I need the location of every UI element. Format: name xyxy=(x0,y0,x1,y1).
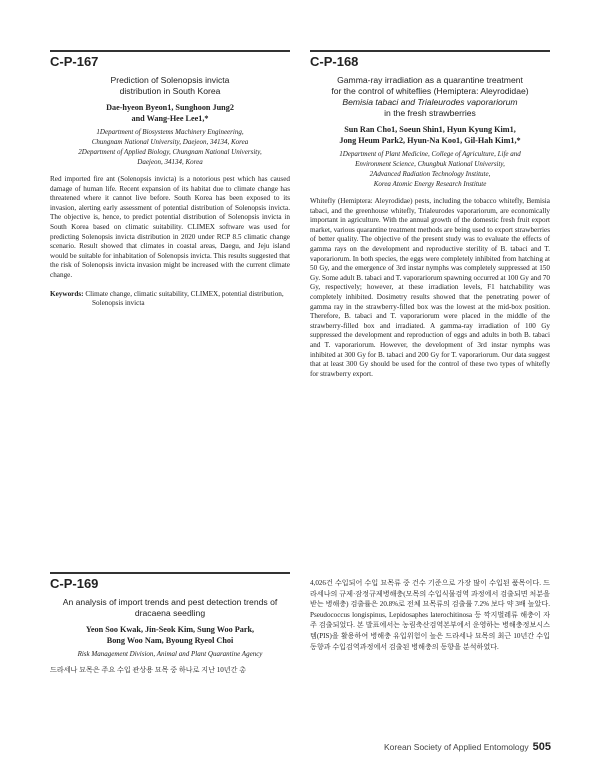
section-rule xyxy=(50,50,290,52)
affiliations xyxy=(310,149,550,189)
affil-line: 1Department of Biosystems Machinery Engineering, xyxy=(96,128,244,136)
section-rule xyxy=(50,572,290,574)
author-line: and Wang-Hee Lee1,* xyxy=(131,114,209,123)
abstract-body-start: 드라세나 묘목은 주요 수입 관상용 묘목 중 하나로 지난 10년간 총 xyxy=(50,666,247,674)
keywords xyxy=(50,290,290,309)
title-line: distribution in South Korea xyxy=(119,86,221,96)
affil-line: Daejeon, 34134, Korea xyxy=(137,158,203,166)
abstract-title xyxy=(50,75,290,97)
title-line: for the control of whiteflies (Hemiptera: Aleyrodidae) xyxy=(331,86,529,96)
affil-line: 2Advanced Radiation Technology Institute, xyxy=(369,170,491,178)
author-list xyxy=(50,102,290,124)
keywords-label: Keywords: xyxy=(50,289,84,298)
abstract-body-continued: 4,026건 수입되어 수입 묘목류 중 건수 기준으로 가장 많이 수입된 품목이다. 드라세나의 규제·잠정규제병해충(모목의 수입식물검역 과정에서 검출되면 처분을 받는 병해충) 검출률은 20.8%로 전체 묘목류의 검출률 7.2% 보다 약 3배 높았다. Pseudococcus longispinus, Lepidosaphes laterochitinosa 등 깍지벌레류 해충이 자주 검출되었다. 본 발표에서는 농림축산검역본부에서 운영하는 병해충정보시스템(PIS)을 활용하여 병해충 유입위험이 높은 드라세나 묘목의 최근 10년간 수입동향과 수입검역과정에서 검출된 병해충의 동향을 분석하였다. xyxy=(310,579,550,651)
title-line: Gamma-ray irradiation as a quarantine treatment xyxy=(337,75,523,85)
title-line: An analysis of import trends and pest detection trends of xyxy=(62,597,278,607)
affil-line: Korea Atomic Energy Research Institute xyxy=(373,180,487,188)
author-line: Yeon Soo Kwak, Jin-Seok Kim, Sung Woo Park, xyxy=(85,625,255,634)
page-number: 505 xyxy=(532,741,551,753)
abstract-title xyxy=(310,75,550,119)
abstract-code: C-P-169 xyxy=(50,576,99,591)
abstract-title xyxy=(50,597,290,619)
abstract-body: Whitefly (Hemiptera: Aleyrodidae) pests, including the tobacco whitefly, Bemisia tabaci, and the greenhouse whitefly, Trialeurodes vaporariorum, are economically important in agriculture. With the annual growth of the domestic fresh fruit export market, various quarantine treatment methods are being used to export strawberries of better quality. The objective of the present study was to evaluate the effects of gamma rays on the development and reproductive sterility of B. tabaci and T. vaporariorum. In both species, the eggs were completely inhibited from hatching at 50 Gy, and the emergence of 3rd instar nymphs was completely suppressed at 150 Gy. Some adult B. tabaci and T. vaporariorum spawning occurred at 100 Gy and 70 Gy, respectively; however, at these irradiation levels, F1 hatchability was completely inhibited. Dosimetry results showed that the penetrating power of gamma ray in the strawberry-filled box was the lowest at the mid-box position. Therefore, B. tabaci and T. vaporariorum were placed in the middle of the strawberry-filled box and irradiated. A gamma-ray irradiation of 100 Gy suppressed the development and reproduction of eggs and adults in both B. tabaci and T. vaporariorum. However, the development of 3rd instar nymphs was inhibited at 300 Gy for B. tabaci and 200 Gy for T. vaporariorum. Our data suggest that at least 300 Gy should be used for the control of these two types of whitefly for strawberry export. xyxy=(310,197,550,378)
author-line: Bong Woo Nam, Byoung Ryeol Choi xyxy=(106,636,234,645)
affil-line: 2Department of Applied Biology, Chungnam National University, xyxy=(78,148,262,156)
affiliations xyxy=(50,127,290,167)
abstract-body: Red imported fire ant (Solenopsis invicta) is a notorious pest which has caused damage of human life. Recent expansion of its habitat due to climate change has threatened where it cannot live before. South Korea has been exposed to its invasion, alerting early assessment of potential distribution of Solenopsis invicta. The objective is, hence, to predict potential distribution of Solenopsis invicta in South Korea based on climatic suitability. CLIMEX software was used for predicting Solenopsis invicta distribution in 2020 under RCP 8.5 climatic change scenario. Result showed that climates in coastal areas, Daegu, and Jeju island would be suitable for inhabitation of Solenopsis invicta. This results suggested that the risk of Solenopsis invicta invasion might be increased with the current climate change. xyxy=(50,175,290,279)
section-rule xyxy=(310,50,550,52)
abstract-c-p-169 xyxy=(50,572,290,676)
author-list xyxy=(310,124,550,146)
author-line: Jong Heum Park2, Hyun-Na Koo1, Gil-Hah Kim1,* xyxy=(339,136,521,145)
society-name: Korean Society of Applied Entomology xyxy=(384,742,529,752)
affil-line: 1Department of Plant Medicine, College of Agriculture, Life and xyxy=(339,150,521,158)
title-line: Prediction of Solenopsis invicta xyxy=(110,75,230,85)
abstract-c-p-167 xyxy=(50,50,290,309)
author-line: Dae-hyeon Byeon1, Sunghoon Jung2 xyxy=(106,103,234,112)
author-line: Sun Ran Cho1, Soeun Shin1, Hyun Kyung Kim1, xyxy=(344,125,516,134)
abstract-code: C-P-168 xyxy=(310,54,359,69)
title-line: in the fresh strawberries xyxy=(384,108,476,118)
title-line: Bemisia tabaci and Trialeurodes vaporariorum xyxy=(342,97,518,107)
affiliations xyxy=(50,649,290,659)
affil-line: Risk Management Division, Animal and Plant Quarantine Agency xyxy=(77,650,263,658)
affil-line: Environment Science, Chungbuk National University, xyxy=(355,160,505,168)
author-list xyxy=(50,624,290,646)
title-line: dracaena seedling xyxy=(134,608,206,618)
page-footer xyxy=(384,741,551,753)
abstract-code: C-P-167 xyxy=(50,54,99,69)
abstract-c-p-168 xyxy=(310,50,550,379)
keywords-text: Climate change, climatic suitability, CLIMEX, potential distribution, Solenopsis invicta xyxy=(85,289,284,308)
affil-line: Chungnam National University, Daejeon, 34134, Korea xyxy=(91,138,249,146)
